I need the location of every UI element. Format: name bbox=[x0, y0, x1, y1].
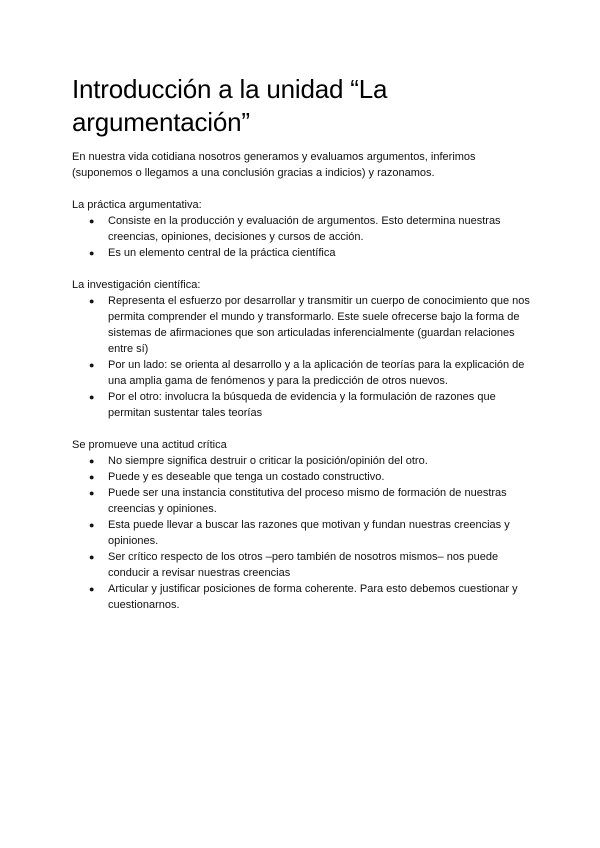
list-item bbox=[72, 213, 538, 245]
list-item bbox=[72, 485, 538, 517]
bullet-list bbox=[72, 213, 540, 261]
bullet-icon: ● bbox=[89, 520, 95, 530]
bullet-icon: ● bbox=[89, 552, 95, 562]
section-actitud-critica bbox=[72, 437, 540, 613]
page-title: Introducción a la unidad “La argumentación” bbox=[72, 74, 388, 137]
list-item-text: Es un elemento central de la práctica científica bbox=[108, 247, 336, 259]
bullet-icon: ● bbox=[89, 456, 95, 466]
intro-paragraph: En nuestra vida cotidiana nosotros generamos y evaluamos argumentos, inferimos (suponemos o llegamos a una conclusión gracias a indicios) y razonamos. bbox=[72, 151, 476, 179]
bullet-icon: ● bbox=[89, 584, 95, 594]
list-item-text: Puede ser una instancia constitutiva del proceso mismo de formación de nuestras creencias y opiniones. bbox=[108, 487, 507, 515]
list-item-text: Por un lado: se orienta al desarrollo y a la aplicación de teorías para la explicación de una amplia gama de fenómenos y para la predicción de otros nuevos. bbox=[108, 359, 525, 387]
section-practica-argumentativa bbox=[72, 197, 540, 261]
bullet-icon: ● bbox=[89, 360, 95, 370]
list-item-text: Consiste en la producción y evaluación de argumentos. Esto determina nuestras creencias, opiniones, decisiones y cursos de acción. bbox=[108, 215, 501, 243]
section-investigacion-cientifica bbox=[72, 277, 540, 421]
section-title: La investigación científica: bbox=[72, 279, 201, 291]
section-title: Se promueve una actitud crítica bbox=[72, 439, 227, 451]
bullet-list bbox=[72, 293, 540, 421]
list-item bbox=[72, 245, 538, 261]
list-item-text: Esta puede llevar a buscar las razones que motivan y fundan nuestras creencias y opiniones. bbox=[108, 519, 510, 547]
list-item bbox=[72, 389, 538, 421]
list-item-text: Por el otro: involucra la búsqueda de evidencia y la formulación de razones que permitan sustentar tales teorías bbox=[108, 391, 496, 419]
section-title: La práctica argumentativa: bbox=[72, 199, 202, 211]
list-item-text: Representa el esfuerzo por desarrollar y transmitir un cuerpo de conocimiento que nos permita comprender el mundo y transformarlo. Este suele ofrecerse bajo la forma de sistemas de afirmaciones que son articuladas inferencialmente (guardan relaciones entre sí) bbox=[108, 295, 530, 355]
list-item-text: No siempre significa destruir o criticar la posición/opinión del otro. bbox=[108, 455, 428, 467]
bullet-icon: ● bbox=[89, 248, 95, 258]
list-item bbox=[72, 549, 538, 581]
list-item bbox=[72, 517, 538, 549]
bullet-icon: ● bbox=[89, 216, 95, 226]
list-item bbox=[72, 469, 538, 485]
list-item bbox=[72, 453, 538, 469]
list-item-text: Puede y es deseable que tenga un costado constructivo. bbox=[108, 471, 385, 483]
list-item bbox=[72, 357, 538, 389]
bullet-icon: ● bbox=[89, 472, 95, 482]
list-item bbox=[72, 293, 538, 357]
list-item-text: Ser crítico respecto de los otros –pero también de nosotros mismos– nos puede conducir a revisar nuestras creencias bbox=[108, 551, 499, 579]
list-item-text: Articular y justificar posiciones de forma coherente. Para esto debemos cuestionar y cuestionarnos. bbox=[108, 583, 518, 611]
bullet-icon: ● bbox=[89, 296, 95, 306]
bullet-icon: ● bbox=[89, 392, 95, 402]
list-item bbox=[72, 581, 538, 613]
bullet-icon: ● bbox=[89, 488, 95, 498]
bullet-list bbox=[72, 453, 540, 613]
